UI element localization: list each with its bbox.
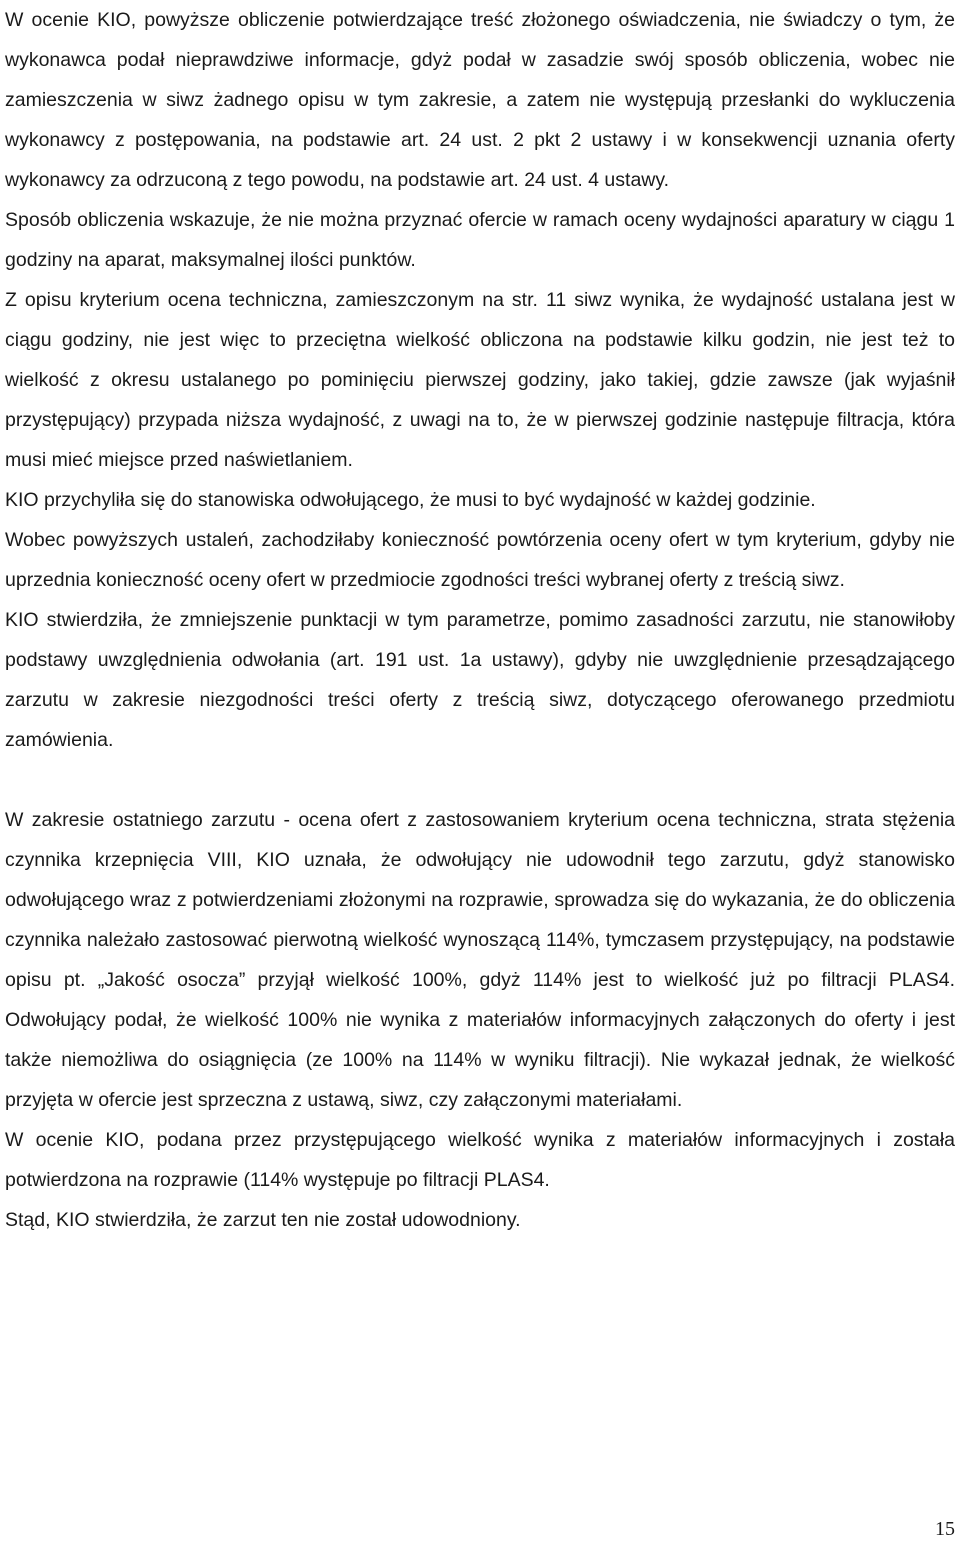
section-gap [5, 760, 955, 800]
paragraph: Wobec powyższych ustaleń, zachodziłaby konieczność powtórzenia oceny ofert w tym kryterium, gdyby nie uprzednia konieczność oceny ofert w przedmiocie zgodności treści wybranej oferty z treścią siwz. [5, 529, 955, 591]
paragraph: KIO stwierdziła, że zmniejszenie punktacji w tym parametrze, pomimo zasadności zarzutu, nie stanowiłoby podstawy uwzględnienia odwołania (art. 191 ust. 1a ustawy), gdyby nie uwzględnienie przesądzającego zarzutu w zakresie niezgodności treści oferty z treścią siwz, dotyczącego oferowanego przedmiotu zamówienia. [5, 609, 955, 751]
paragraph: Sposób obliczenia wskazuje, że nie można przyznać ofercie w ramach oceny wydajności aparatury w ciągu 1 godziny na aparat, maksymalnej ilości punktów. [5, 209, 955, 271]
document-page [5, 0, 955, 1240]
paragraph: Z opisu kryterium ocena techniczna, zamieszczonym na str. 11 siwz wynika, że wydajność ustalana jest w ciągu godziny, nie jest więc to przeciętna wielkość obliczona na podstawie kilku godzin, nie jest też to wielkość z okresu ustalanego po pominięciu pierwszej godziny, jako takiej, gdzie zawsze (jak wyjaśnił przystępujący) przypada niższa wydajność, z uwagi na to, że w pierwszej godzinie następuje filtracja, która musi mieć miejsce przed naświetlaniem. [5, 289, 955, 471]
paragraph: Stąd, KIO stwierdziła, że zarzut ten nie został udowodniony. [5, 1209, 521, 1231]
paragraph: W zakresie ostatniego zarzutu - ocena ofert z zastosowaniem kryterium ocena techniczna, strata stężenia czynnika krzepnięcia VIII, KIO uznała, że odwołujący nie udowodnił tego zarzutu, gdyż stanowisko odwołującego wraz z potwierdzeniami złożonymi na rozprawie, sprowadza się do wykazania, że do obliczenia czynnika należało zastosować pierwotną wielkość wynoszącą 114%, tymczasem przystępujący, na podstawie opisu pt. „Jakość osocza” przyjął wielkość 100%, gdyż 114% jest to wielkość już po filtracji PLAS4. Odwołujący podał, że wielkość 100% nie wynika z materiałów informacyjnych załączonych do oferty i jest także niemożliwa do osiągnięcia (ze 100% na 114% w wyniku filtracji). Nie wykazał jednak, że wielkość przyjęta w ofercie jest sprzeczna z ustawą, siwz, czy załączonymi materiałami. [5, 809, 955, 1111]
page-number: 15 [935, 1518, 955, 1540]
paragraph: W ocenie KIO, powyższe obliczenie potwierdzające treść złożonego oświadczenia, nie świadczy o tym, że wykonawca podał nieprawdziwe informacje, gdyż podał w zasadzie swój sposób obliczenia, wobec nie zamieszczenia w siwz żadnego opisu w tym zakresie, a zatem nie występują przesłanki do wykluczenia wykonawcy z postępowania, na podstawie art. 24 ust. 2 pkt 2 ustawy i w konsekwencji uznania oferty wykonawcy za odrzuconą z tego powodu, na podstawie art. 24 ust. 4 ustawy. [5, 9, 955, 191]
paragraph: W ocenie KIO, podana przez przystępującego wielkość wynika z materiałów informacyjnych i została potwierdzona na rozprawie (114% występuje po filtracji PLAS4. [5, 1129, 955, 1191]
paragraph: KIO przychyliła się do stanowiska odwołującego, że musi to być wydajność w każdej godzinie. [5, 489, 816, 511]
